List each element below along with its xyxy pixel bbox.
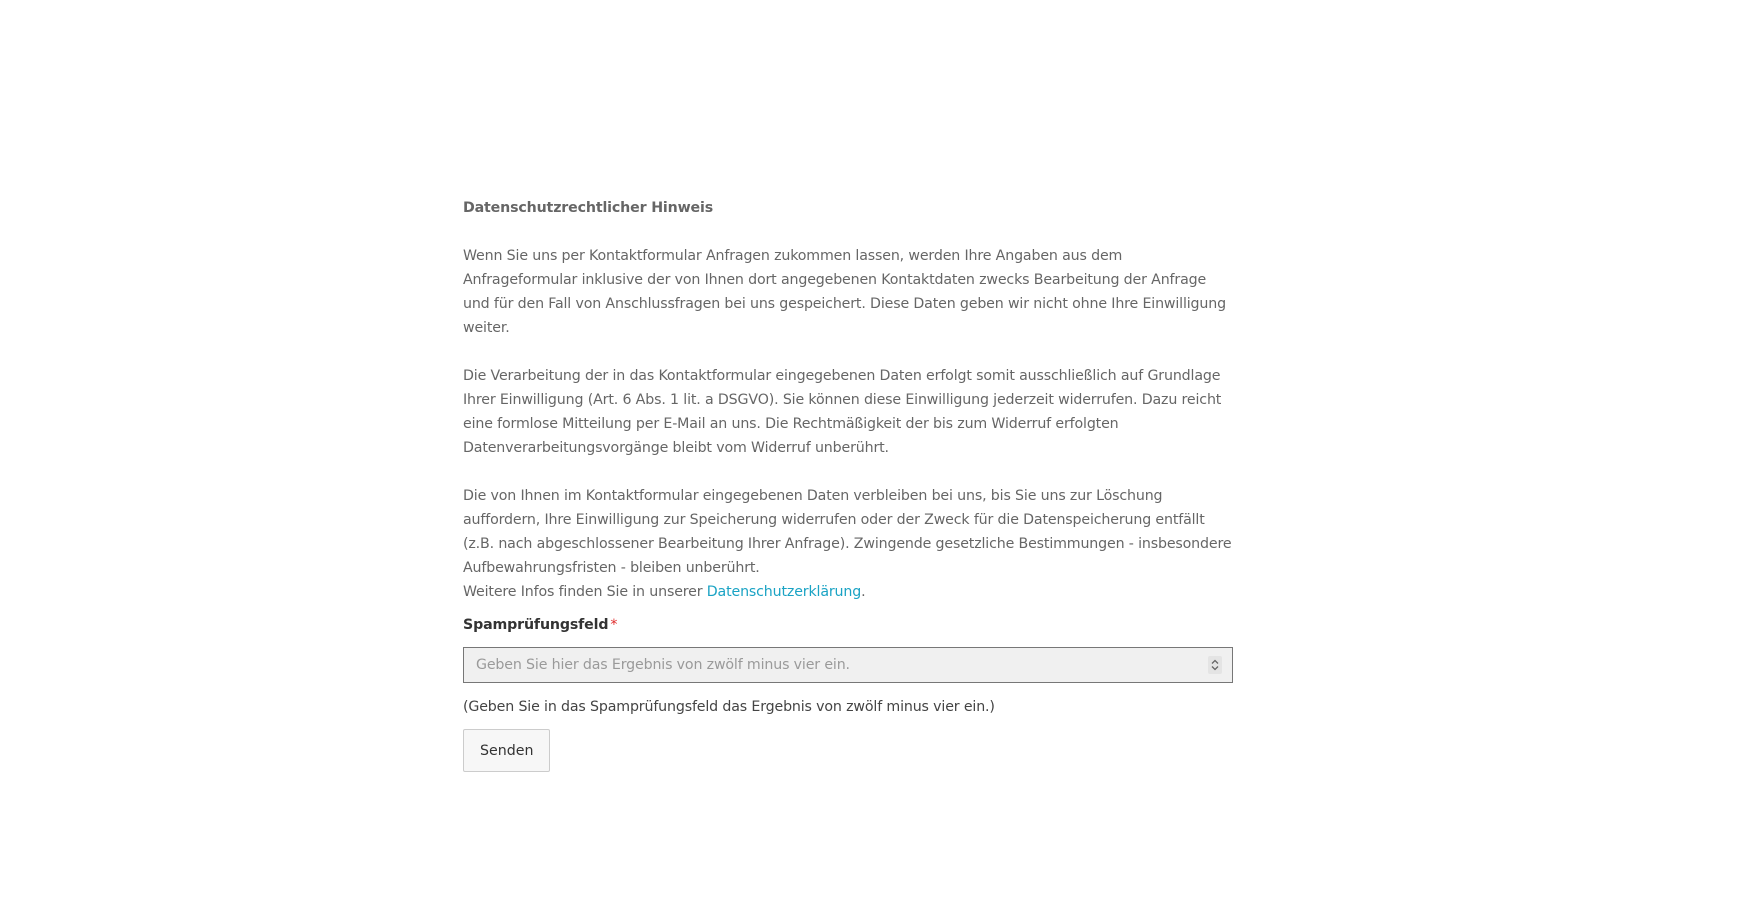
spam-help-text: (Geben Sie in das Spamprüfungsfeld das Ergebnis von zwölf minus vier ein.) xyxy=(463,699,995,715)
more-info-line xyxy=(463,580,1233,604)
privacy-paragraph-2: Die Verarbeitung der in das Kontaktformular eingegebenen Daten erfolgt somit ausschließlich auf Grundlage Ihrer Einwilligung (Art. 6 Abs. 1 lit. a DSGVO). Sie können diese Einwilligung jederzeit widerrufen. Dazu reicht eine formlose Mitteilung per E-Mail an uns. Die Rechtmäßigkeit der bis zum Widerruf erfolgten Datenverarbeitungsvorgänge bleibt vom Widerruf unberührt. xyxy=(463,368,1222,456)
spam-field-label xyxy=(463,613,1233,637)
spam-check-input[interactable] xyxy=(464,648,1196,682)
privacy-heading: Datenschutzrechtlicher Hinweis xyxy=(463,200,714,216)
submit-button[interactable]: Senden xyxy=(463,729,550,772)
spam-check-field xyxy=(463,647,1233,683)
up-down-chevron-icon[interactable] xyxy=(1208,656,1222,674)
required-marker: * xyxy=(610,617,618,633)
spam-field-label-text: Spamprüfungsfeld xyxy=(463,617,609,633)
more-info-prefix: Weitere Infos finden Sie in unserer xyxy=(463,584,707,600)
privacy-policy-link[interactable]: Datenschutzerklärung xyxy=(706,584,862,600)
privacy-paragraph-3: Die von Ihnen im Kontaktformular eingegebenen Daten verbleiben bei uns, bis Sie uns zur Löschung auffordern, Ihre Einwilligung zur Speicherung widerrufen oder der Zweck für die Datenspeicherung entfällt (z.B. nach abgeschlossener Bearbeitung Ihrer Anfrage). Zwingende gesetzliche Bestimmungen - insbesondere Aufbewahrungsfristen - bleiben unberührt. xyxy=(463,488,1232,576)
privacy-notice-section xyxy=(463,196,1233,772)
more-info-suffix: . xyxy=(861,584,866,600)
privacy-paragraph-1: Wenn Sie uns per Kontaktformular Anfragen zukommen lassen, werden Ihre Angaben aus dem Anfrageformular inklusive der von Ihnen dort angegebenen Kontaktdaten zwecks Bearbeitung der Anfrage und für den Fall von Anschlussfragen bei uns gespeichert. Diese Daten geben wir nicht ohne Ihre Einwilligung weiter. xyxy=(463,248,1226,336)
